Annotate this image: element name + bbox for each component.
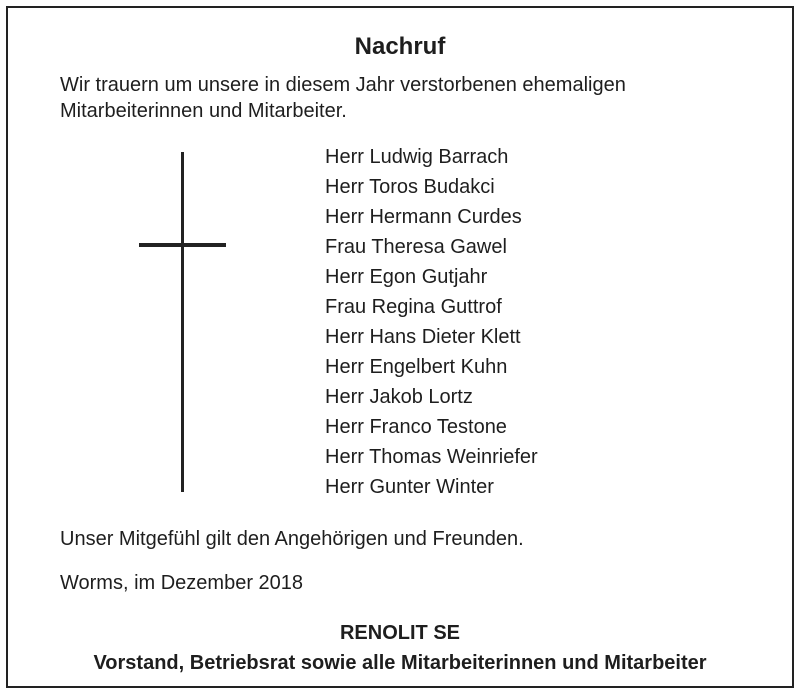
- list-item: Frau Theresa Gawel: [325, 236, 507, 258]
- place-date: Worms, im Dezember 2018: [60, 572, 304, 594]
- list-item: Herr Franco Testone: [325, 416, 507, 438]
- deceased-list: [325, 142, 538, 502]
- list-item: Herr Gunter Winter: [325, 476, 494, 498]
- list-item: Herr Egon Gutjahr: [325, 266, 488, 288]
- list-item: Frau Regina Guttrof: [325, 296, 502, 318]
- list-item: Herr Hans Dieter Klett: [325, 326, 521, 348]
- cross-horizontal-beam: [139, 243, 226, 247]
- intro-line-2: Mitarbeiterinnen und Mitarbeiter.: [60, 100, 347, 122]
- notice-title: Nachruf: [354, 33, 446, 60]
- intro-text: [60, 72, 760, 124]
- list-item: Herr Toros Budakci: [325, 176, 495, 198]
- cross-vertical-beam: [181, 152, 184, 492]
- company-name: RENOLIT SE: [339, 622, 460, 644]
- signatories: Vorstand, Betriebsrat sowie alle Mitarbeiterinnen und Mitarbeiter: [93, 652, 707, 674]
- intro-line-1: Wir trauern um unsere in diesem Jahr verstorbenen ehemaligen: [60, 74, 626, 96]
- condolence-text: Unser Mitgefühl gilt den Angehörigen und Freunden.: [60, 528, 524, 550]
- list-item: Herr Hermann Curdes: [325, 206, 522, 228]
- list-item: Herr Thomas Weinriefer: [325, 446, 538, 468]
- list-item: Herr Jakob Lortz: [325, 386, 473, 408]
- list-item: Herr Ludwig Barrach: [325, 146, 509, 168]
- list-item: Herr Engelbert Kuhn: [325, 356, 508, 378]
- obituary-notice: [6, 6, 794, 688]
